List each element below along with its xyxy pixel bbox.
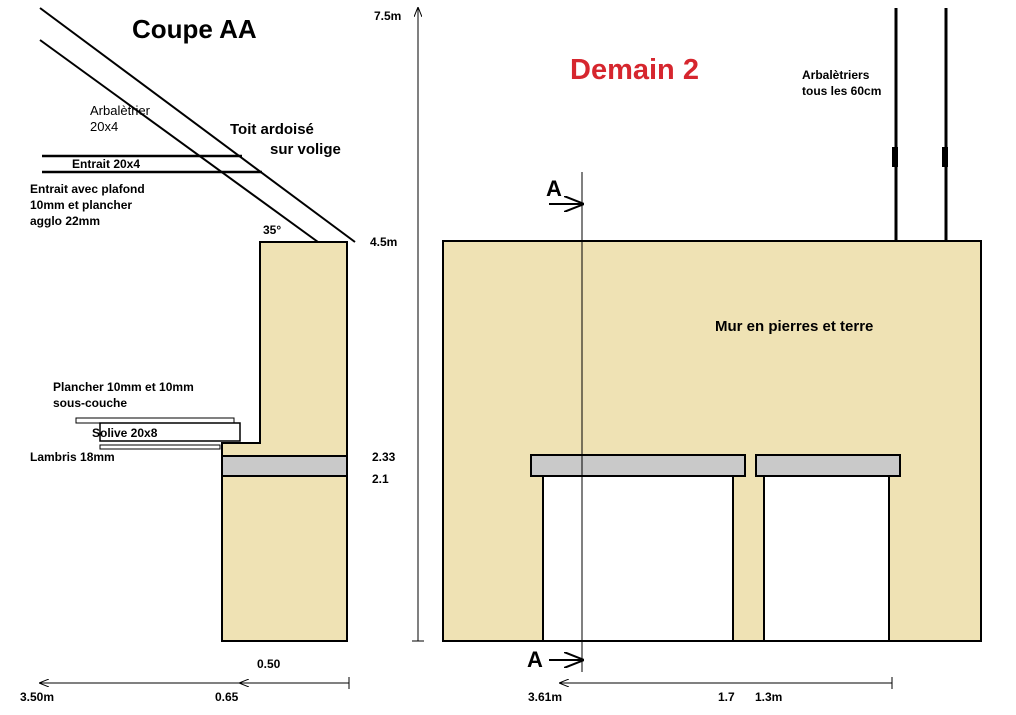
dim-065: 0.65 [215, 690, 239, 704]
roof-angle: 35° [263, 223, 282, 237]
entrait-label: Entrait 20x4 [72, 157, 141, 171]
lambris-label: Lambris 18mm [30, 450, 115, 464]
height-axis [412, 8, 424, 641]
cut-marker-top: A [546, 176, 562, 201]
svg-text:Plancher 10mm et 10mm sous [53, 380, 197, 410]
lambris-layer [100, 445, 220, 449]
height-2-33: 2.33 [372, 450, 396, 464]
height-7-5: 7.5m [374, 9, 402, 23]
section-title: Coupe AA [132, 14, 257, 44]
svg-text:Toit ardoisé sur volige [230, 121, 341, 158]
entrait-note-1: Entrait avec plafond [30, 182, 145, 196]
wall-label: Mur en pierres et terre [715, 318, 874, 335]
section-dimension-lines [40, 677, 349, 689]
roof-label-2: sur volige [270, 141, 341, 158]
arbaletrier-label-2: 20x4 [90, 119, 119, 134]
roof-label-1: Toit ardoisé [230, 121, 314, 138]
section-lintel [222, 456, 347, 476]
height-2-1: 2.1 [372, 472, 389, 486]
entrait-note-3: agglo 22mm [30, 214, 101, 228]
cut-marker-bottom: A [527, 647, 543, 672]
dim-350: 3.50m [20, 690, 55, 704]
plancher-label-2: sous-couche [53, 396, 128, 410]
lintel-right [756, 455, 900, 476]
elevation-dimension-lines [560, 677, 892, 689]
arbaletriers-label-2: tous les 60cm [802, 84, 882, 98]
dim-361: 3.61m [528, 690, 563, 704]
svg-text:Entrait avec plafond 10mm [30, 182, 148, 228]
svg-text:Arbalètrier 20x4 [90, 103, 154, 134]
solive-label: Solive 20x8 [92, 426, 158, 440]
entrait-note-2: 10mm et plancher [30, 198, 133, 212]
lintel-left [531, 455, 745, 476]
opening-left [543, 476, 733, 641]
dim-050: 0.50 [257, 657, 281, 671]
dim-1-3: 1.3m [755, 690, 783, 704]
opening-right [764, 476, 889, 641]
plancher-label-1: Plancher 10mm et 10mm [53, 380, 194, 394]
arbaletriers-posts [892, 8, 948, 242]
arbaletrier-label-1: Arbalètrier [90, 103, 150, 118]
arbaletriers-label-1: Arbalètriers [802, 68, 870, 82]
height-4-5: 4.5m [370, 235, 398, 249]
svg-text:Arbalètriers tous les 60cm [802, 68, 881, 98]
elevation-title: Demain 2 [570, 54, 699, 86]
dim-1-7: 1.7 [718, 690, 735, 704]
